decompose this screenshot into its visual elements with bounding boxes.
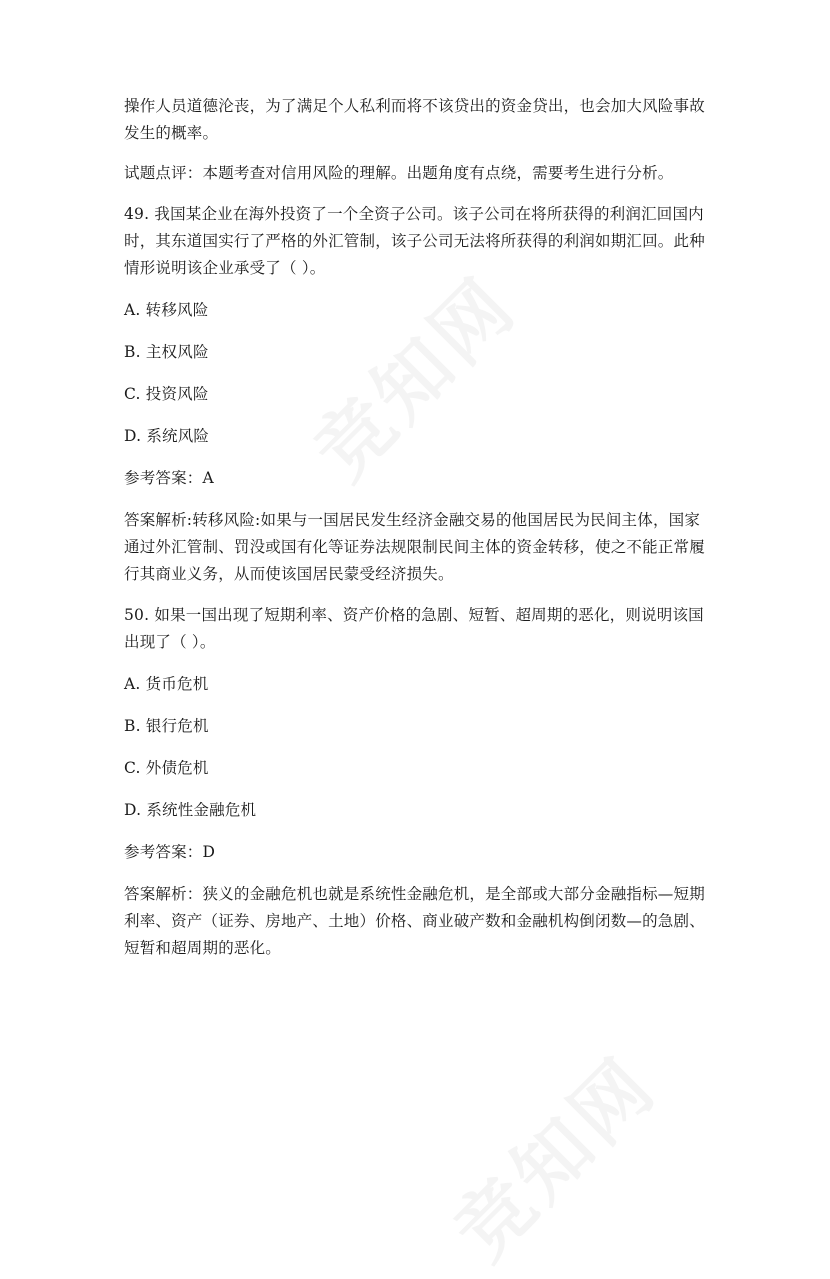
question-50-option-c: C. 外债危机: [124, 759, 209, 777]
question-49-option-b: B. 主权风险: [124, 343, 209, 361]
question-50-option-b: B. 银行危机: [124, 717, 209, 735]
question-50-answer: 参考答案：D: [124, 843, 216, 861]
watermark-bottom: [425, 990, 714, 1279]
question-50-analysis: 答案解析：狭义的金融危机也就是系统性金融危机，是全部或大部分金融指标—短期利率、资产（证券、房地产、土地）价格、商业破产数和金融机构倒闭数—的急剧、短暂和超周期的恶化。: [124, 885, 705, 957]
question-49-option-a: A. 转移风险: [124, 301, 209, 319]
paragraph-comment: 试题点评：本题考查对信用风险的理解。出题角度有点绕，需要考生进行分析。: [124, 164, 674, 182]
question-50-option-a: A. 货币危机: [124, 675, 209, 693]
page-content: [124, 93, 714, 962]
question-49-answer: 参考答案：A: [124, 469, 214, 487]
question-49-stem: 49. 我国某企业在海外投资了一个全资子公司。该子公司在将所获得的利润汇回国内时，其东道国实行了严格的外汇管制，该子公司无法将所获得的利润如期汇回。此种情形说明该企业承受了（ ）。: [124, 205, 705, 277]
paragraph-risk-cause: 操作人员道德沦丧，为了满足个人私利而将不该贷出的资金贷出，也会加大风险事故发生的概率。: [124, 97, 705, 142]
question-50-option-d: D. 系统性金融危机: [124, 801, 257, 819]
question-49-analysis: 答案解析:转移风险:如果与一国居民发生经济金融交易的他国居民为民间主体，国家通过外汇管制、罚没或国有化等证券法规限制民间主体的资金转移，使之不能正常履行其商业义务，从而使该国居民蒙受经济损失。: [124, 511, 705, 583]
question-49-option-c: C. 投资风险: [124, 385, 209, 403]
question-50-stem: 50. 如果一国出现了短期利率、资产价格的急剧、短暂、超周期的恶化，则说明该国出现了（ ）。: [124, 606, 704, 651]
question-49-option-d: D. 系统风险: [124, 427, 210, 445]
